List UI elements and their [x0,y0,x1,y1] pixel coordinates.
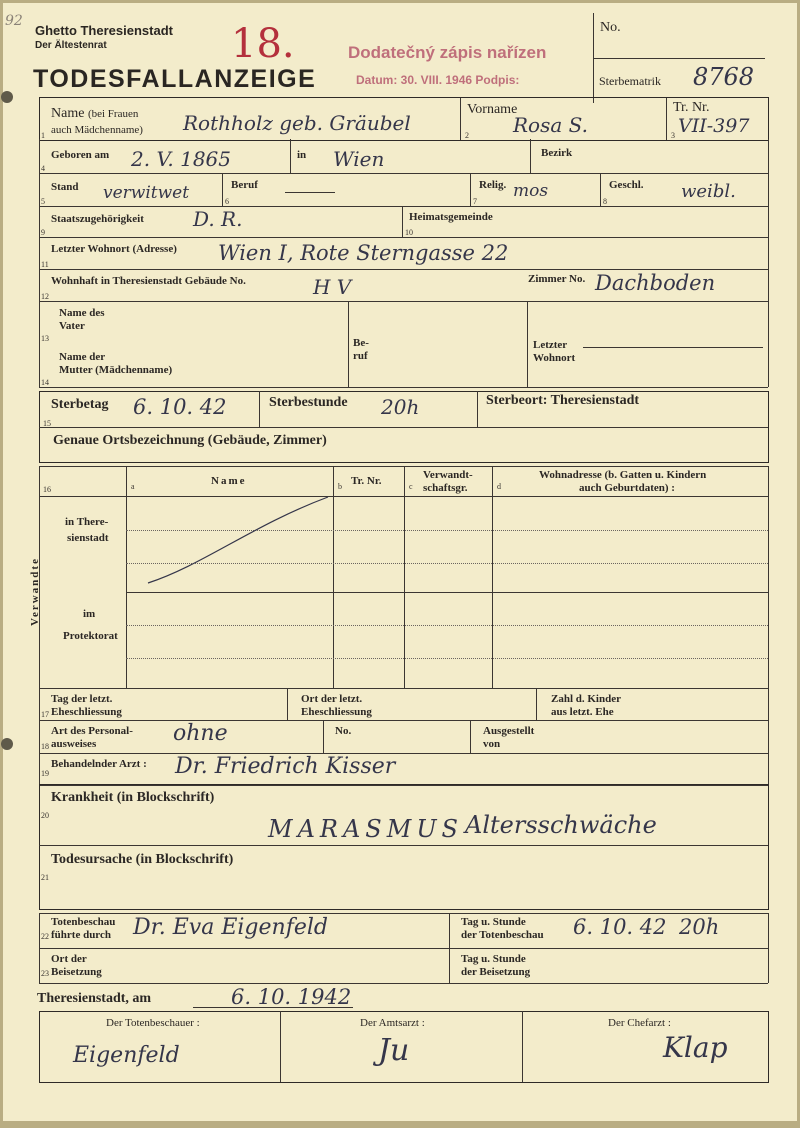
sterbetag-value: 6. 10. 42 [133,395,227,419]
kinder-label-1: Zahl d. Kinder [551,693,621,705]
name-note: auch Mädchenname) [51,124,143,136]
vorname-value: Rosa S. [513,113,588,137]
stamp-line-2: Datum: 30. VIII. 1946 Podpis: [356,73,520,87]
mutter-label-2: Mutter (Mädchenname) [59,364,173,376]
field-letter: a [131,482,135,491]
staat-label: Staatszugehörigkeit [51,213,144,225]
ausweis-label-1: Art des Personal- [51,725,133,737]
sterbestunde-value: 20h [381,395,420,419]
vater-label-1: Name des [59,307,105,319]
name-value: Rothholz geb. Gräubel [183,111,411,135]
field-number: 8 [603,197,607,206]
tag-tb-label-2: der Totenbeschau [461,929,544,941]
field-number: 11 [41,260,49,269]
col-verw-header-1: Verwandt- [423,469,473,481]
field-number: 5 [41,197,45,206]
field-number: 1 [41,131,45,140]
tag-beis-label-1: Tag u. Stunde [461,953,526,965]
ausweis-value: ohne [173,721,228,746]
stand-value: verwitwet [103,183,190,203]
totenbeschau-value: Dr. Eva Eigenfeld [133,915,328,940]
protektorat-label: Protektorat [63,630,118,642]
krankheit-value: MARASMUS [268,815,463,843]
sterbematrik-value: 8768 [693,63,755,91]
eheschl-label-2: Eheschliessung [51,706,122,718]
field-number: 12 [41,292,49,301]
geschl-label: Geschl. [609,179,644,191]
ortsbez-label: Genaue Ortsbezeichnung (Gebäude, Zimmer) [53,433,327,448]
trnr-label: Tr. Nr. [673,100,710,115]
col-name-header: Name [211,475,247,487]
beruf-b-label-2: ruf [353,350,368,362]
letzter-label-1: Letzter [533,339,568,351]
stand-label: Stand [51,181,79,193]
name-label: Name (bei Frauen [51,106,139,121]
staat-value: D. R. [193,207,243,231]
krankheit-label: Krankheit (in Blockschrift) [51,790,215,805]
zimmer-label: Zimmer No. [528,273,586,285]
totenbeschau-label-1: Totenbeschau [51,916,116,928]
field-number: 6 [225,197,229,206]
no-label: No. [600,20,621,35]
in-theres-label-2: sienstadt [67,532,109,544]
sig-totenbeschauer: Eigenfeld [73,1043,180,1068]
trnr-value: VII-397 [678,115,750,137]
sterbeort-label: Sterbeort: Theresienstadt [486,393,640,408]
field-number: 13 [41,334,49,343]
field-number: 2 [465,131,469,140]
in-value: Wien [333,147,385,171]
field-number: 19 [41,769,49,778]
field-number: 23 [41,969,49,978]
field-number: 3 [671,131,675,140]
page-mark: 18. [231,21,295,67]
wohnort-value: Wien I, Rote Sterngasse 22 [218,241,509,265]
field-number: 17 [41,710,49,719]
ort-beis-label-2: Beisetzung [51,966,102,978]
sig-chefarzt-label: Der Chefarzt : [608,1017,671,1029]
ort-ehe-label-1: Ort der letzt. [301,693,363,705]
punch-hole [1,91,13,103]
field-letter: d [497,482,501,491]
strike-line [143,495,333,590]
sig-amtsarzt: Ju [378,1033,410,1068]
wohnhaft-label: Wohnhaft in Theresienstadt Gebäude No. [51,275,246,287]
field-number: 22 [41,932,49,941]
ausgestellt-label-1: Ausgestellt [483,725,535,737]
punch-hole [1,738,13,750]
im-label: im [83,608,96,620]
field-letter: b [338,482,342,491]
bezirk-label: Bezirk [541,147,573,159]
field-number: 14 [41,378,49,387]
wohnort-label: Letzter Wohnort (Adresse) [51,243,177,255]
field-number: 15 [43,419,51,428]
vorname-label: Vorname [467,102,518,117]
vater-label-2: Vater [59,320,85,332]
sig-totenbeschauer-label: Der Totenbeschauer : [106,1017,200,1029]
col-trnr-header: Tr. Nr. [351,475,382,487]
geschl-value: weibl. [681,181,736,202]
col-wohn-header-1: Wohnadresse (b. Gatten u. Kindern [539,469,707,481]
beruf-b-label-1: Be- [353,337,369,349]
place-date-label: Theresienstadt, am [37,991,152,1006]
arzt-value: Dr. Friedrich Kisser [175,754,396,779]
no-label-2: No. [335,725,352,737]
eheschl-label-1: Tag der letzt. [51,693,113,705]
relig-value: mos [513,181,549,201]
ghetto-heading: Ghetto Theresienstadt [35,23,173,38]
heimat-label: Heimatsgemeinde [409,211,493,223]
ort-beis-label-1: Ort der [51,953,87,965]
tag-tb-label-1: Tag u. Stunde [461,916,526,928]
tag-beis-label-2: der Beisetzung [461,966,531,978]
field-number: 4 [41,164,45,173]
ausweis-label-2: ausweises [51,738,97,750]
stamp-line-1: Dodatečný zápis nařízen [348,43,547,62]
letzter-label-2: Wohnort [533,352,576,364]
field-number: 10 [405,228,413,237]
ausgestellt-label-2: von [483,738,501,750]
arzt-label: Behandelnder Arzt : [51,758,147,770]
beruf-label: Beruf [231,179,258,191]
form-title: TODESFALLANZEIGE [33,65,317,93]
relig-label: Relig. [479,179,507,191]
corner-mark: 92 [5,13,23,29]
in-label: in [297,149,307,161]
geboren-value: 2. V. 1865 [131,147,231,171]
col-verw-header-2: schaftsgr. [423,482,468,494]
geboren-label: Geboren am [51,149,110,161]
tag-tb-value: 6. 10. 42 [573,915,667,939]
council-heading: Der Ältestenrat [35,40,107,51]
field-number: 16 [43,485,51,494]
mutter-label-1: Name der [59,351,106,363]
sterbetag-label: Sterbetag [51,397,109,412]
stunde-tb-value: 20h [679,915,720,939]
sterbematrik-label: Sterbematrik [599,74,661,88]
todesursache-label: Todesursache (in Blockschrift) [51,852,234,867]
gebaeude-value: H V [313,275,352,299]
field-number: 7 [473,197,477,206]
kinder-label-2: aus letzt. Ehe [551,706,614,718]
field-number: 21 [41,873,49,882]
zimmer-value: Dachboden [595,271,716,295]
date-value: 6. 10. 1942 [231,985,352,1009]
sterbestunde-label: Sterbestunde [269,395,348,410]
field-number: 18 [41,742,49,751]
sig-chefarzt: Klap [663,1031,728,1064]
krankheit-value-2: Altersschwäche [465,811,657,839]
in-theres-label-1: in There- [65,516,109,528]
field-number: 20 [41,811,49,820]
death-certificate-page [3,3,797,1121]
totenbeschau-label-2: führte durch [51,929,111,941]
ort-ehe-label-2: Eheschliessung [301,706,372,718]
verwandte-label: Verwandte [28,557,41,626]
field-number: 9 [41,228,45,237]
col-wohn-header-2: auch Geburtdaten) : [579,482,675,494]
field-letter: c [409,482,413,491]
sig-amtsarzt-label: Der Amtsarzt : [360,1017,425,1029]
